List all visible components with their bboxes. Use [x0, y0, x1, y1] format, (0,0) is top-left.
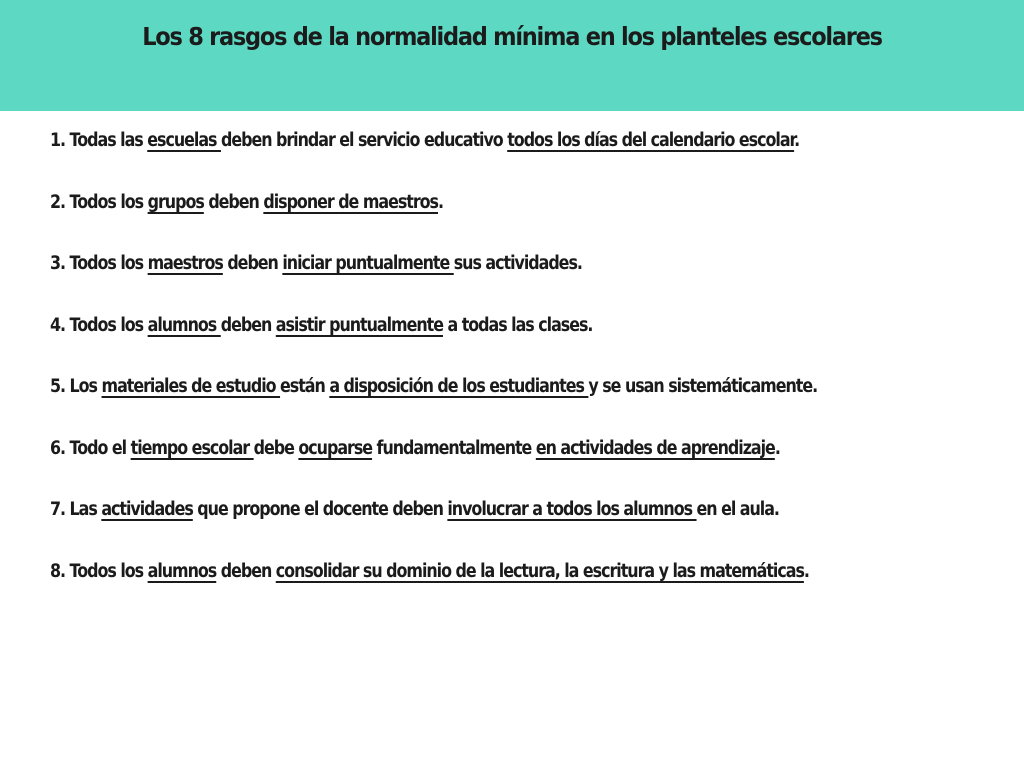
item-text: 1. Todas las [50, 130, 148, 151]
item-text: 4. Todos los [50, 314, 148, 336]
rasgos-list [50, 126, 1010, 618]
list-item [50, 311, 876, 373]
emphasized-phrase: tiempo escolar [130, 437, 254, 459]
item-text: deben [220, 314, 276, 336]
emphasized-phrase: actividades [101, 499, 193, 520]
title-banner [0, 0, 1024, 111]
emphasized-phrase: grupos [147, 191, 204, 213]
item-text: deben brindar el servicio educativo [220, 130, 508, 151]
item-text: sus actividades. [453, 253, 582, 274]
emphasized-phrase: iniciar puntualmente [282, 253, 454, 274]
item-text: a todas las clases. [442, 314, 593, 336]
item-text: deben [216, 560, 276, 582]
emphasized-phrase: escuelas [147, 130, 221, 151]
item-text: fundamentalmente [372, 437, 536, 459]
emphasized-phrase: alumnos [147, 560, 217, 582]
item-text: . [794, 130, 800, 151]
list-item [50, 557, 876, 619]
item-text: deben [222, 253, 283, 274]
item-text: 8. Todos los [50, 560, 148, 582]
emphasized-phrase: asistir puntualmente [275, 314, 443, 336]
item-text: 3. Todos los [50, 253, 148, 274]
list-item [50, 126, 876, 188]
list-item [50, 249, 876, 311]
list-item [50, 188, 876, 250]
item-text: debe [253, 437, 299, 459]
slide-title: Los 8 rasgos de la normalidad mínima en los planteles escolares [142, 22, 882, 51]
emphasized-phrase: a disposición de los estudiantes [329, 376, 589, 397]
item-text: . [803, 560, 809, 582]
item-text: y se usan sistemáticamente. [588, 376, 818, 397]
emphasized-phrase: consolidar su dominio de la lectura, la escritura y las matemáticas [275, 560, 804, 582]
emphasized-phrase: ocuparse [298, 437, 373, 459]
item-text: que propone el docente deben [192, 499, 448, 520]
emphasized-phrase: maestros [147, 253, 223, 274]
emphasized-phrase: alumnos [147, 314, 221, 336]
emphasized-phrase: en actividades de aprendizaje [535, 437, 775, 459]
item-text: 2. Todos los [50, 191, 148, 213]
item-text: están [280, 376, 330, 397]
emphasized-phrase: materiales de estudio [101, 376, 281, 397]
item-text: 6. Todo el [50, 437, 131, 459]
emphasized-phrase: disponer de maestros [263, 191, 438, 213]
item-text: . [774, 437, 780, 459]
item-text: . [437, 191, 444, 213]
item-text: 7. Las [50, 499, 102, 520]
item-text: 5. Los [50, 376, 102, 397]
emphasized-phrase: todos los días del calendario escolar [507, 130, 795, 151]
item-text: en el aula. [696, 499, 779, 520]
item-text: deben [203, 191, 264, 213]
list-item [50, 495, 876, 557]
list-item [50, 372, 876, 434]
emphasized-phrase: involucrar a todos los alumnos [447, 499, 697, 520]
list-item [50, 434, 876, 496]
